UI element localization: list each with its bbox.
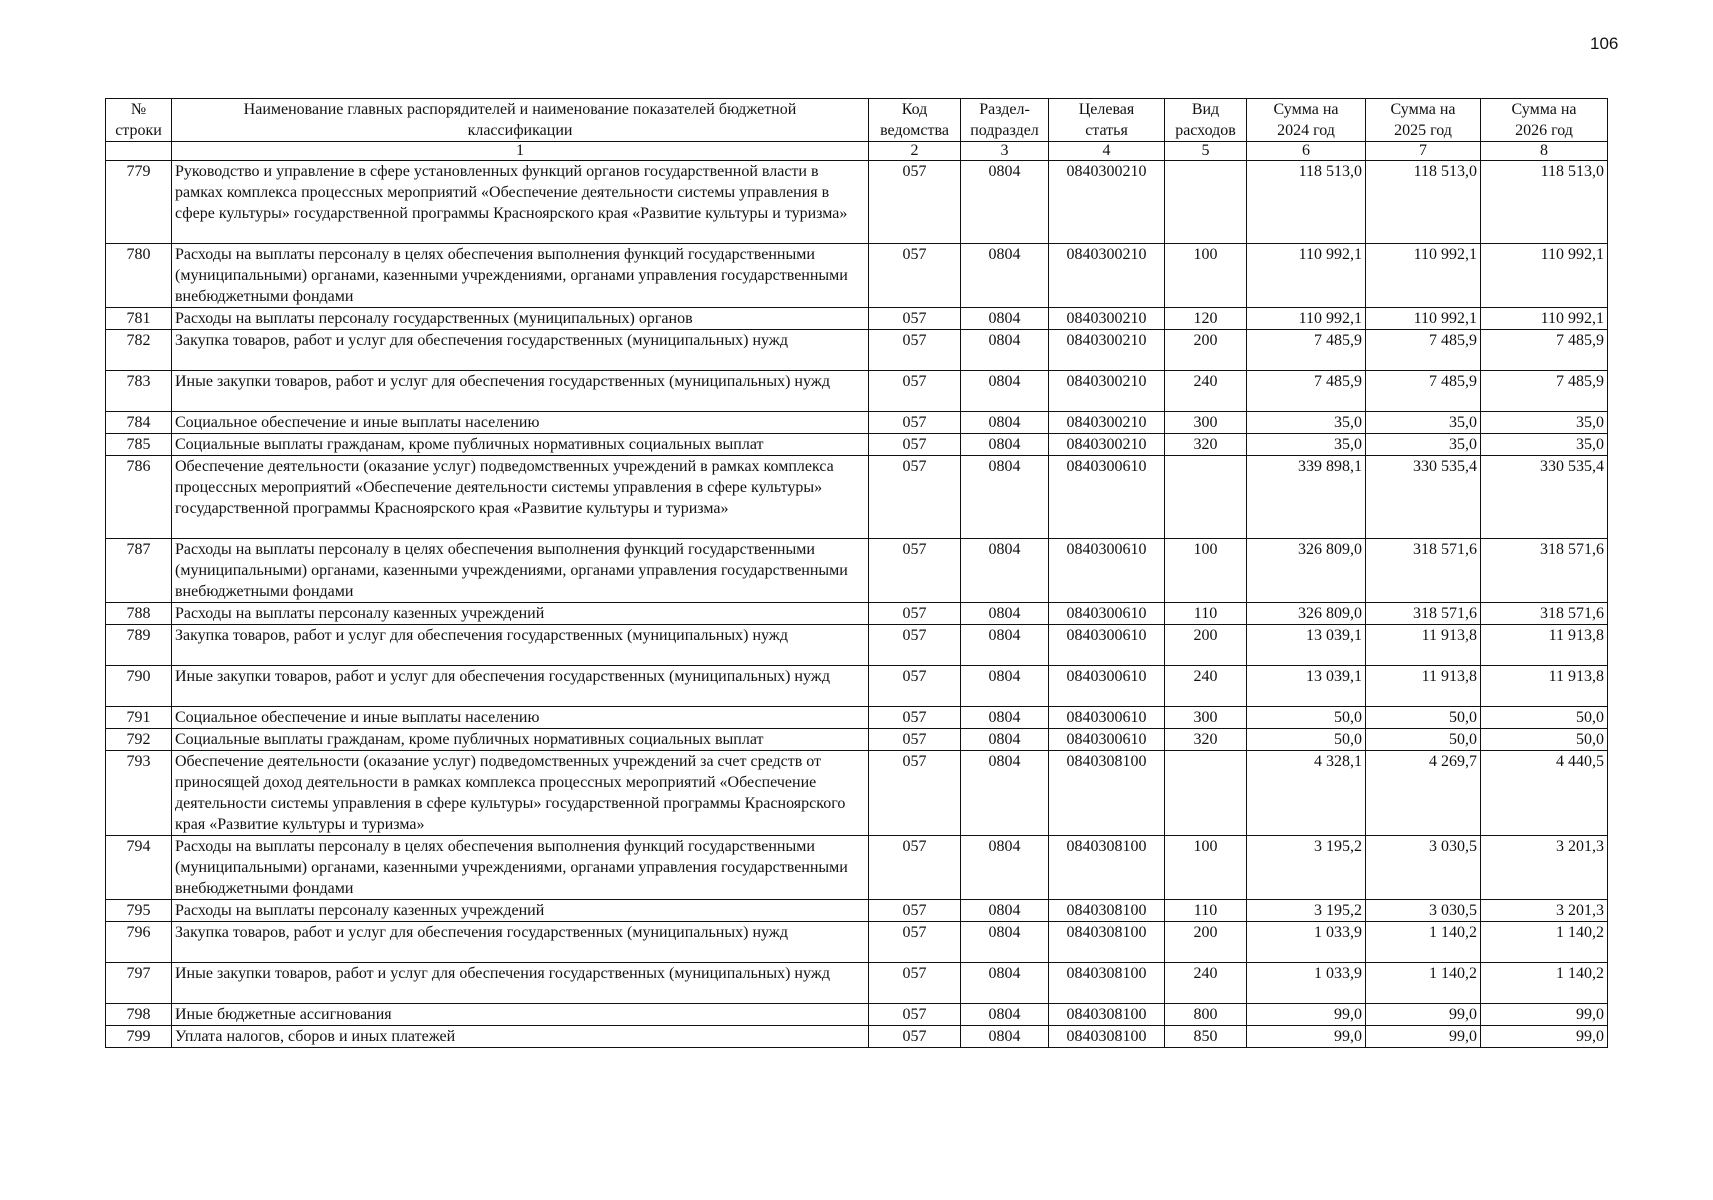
row-sum-2025: 35,0 (1366, 412, 1481, 434)
header-dept-code: Код ведомства (869, 99, 961, 142)
column-number: 7 (1366, 142, 1481, 161)
row-number: 782 (106, 330, 172, 371)
row-section: 0804 (961, 751, 1049, 836)
table-body (106, 161, 1608, 1048)
row-sum-2024: 13 039,1 (1247, 666, 1366, 707)
row-section: 0804 (961, 371, 1049, 412)
row-dept-code: 057 (869, 922, 961, 963)
row-target-article: 0840308100 (1049, 963, 1165, 1004)
row-section: 0804 (961, 900, 1049, 922)
row-target-article: 0840308100 (1049, 836, 1165, 900)
table-row (106, 900, 1608, 922)
table-row (106, 434, 1608, 456)
row-sum-2025: 7 485,9 (1366, 371, 1481, 412)
row-sum-2025: 318 571,6 (1366, 539, 1481, 603)
row-dept-code: 057 (869, 308, 961, 330)
row-sum-2025: 99,0 (1366, 1004, 1481, 1026)
row-target-article: 0840300210 (1049, 308, 1165, 330)
row-target-article: 0840300210 (1049, 161, 1165, 244)
row-target-article: 0840300210 (1049, 371, 1165, 412)
row-sum-2024: 7 485,9 (1247, 371, 1366, 412)
row-name: Закупка товаров, работ и услуг для обеспечения государственных (муниципальных) нужд (172, 330, 869, 371)
column-number: 4 (1049, 142, 1165, 161)
row-number: 796 (106, 922, 172, 963)
row-sum-2024: 110 992,1 (1247, 308, 1366, 330)
row-number: 779 (106, 161, 172, 244)
row-sum-2026: 4 440,5 (1481, 751, 1608, 836)
row-expense-kind: 110 (1165, 900, 1247, 922)
column-number: 8 (1481, 142, 1608, 161)
row-dept-code: 057 (869, 434, 961, 456)
row-sum-2024: 13 039,1 (1247, 625, 1366, 666)
row-name: Расходы на выплаты персоналу государственных (муниципальных) органов (172, 308, 869, 330)
row-sum-2024: 339 898,1 (1247, 456, 1366, 539)
row-number: 780 (106, 244, 172, 308)
row-name: Расходы на выплаты персоналу казенных учреждений (172, 900, 869, 922)
row-sum-2025: 35,0 (1366, 434, 1481, 456)
header-expense-kind: Вид расходов (1165, 99, 1247, 142)
row-number: 783 (106, 371, 172, 412)
row-number: 785 (106, 434, 172, 456)
row-expense-kind: 120 (1165, 308, 1247, 330)
row-name: Социальные выплаты гражданам, кроме публичных нормативных социальных выплат (172, 434, 869, 456)
row-dept-code: 057 (869, 900, 961, 922)
row-dept-code: 057 (869, 836, 961, 900)
row-section: 0804 (961, 707, 1049, 729)
row-name: Обеспечение деятельности (оказание услуг) подведомственных учреждений в рамках комплекса процессных мероприятий «Обеспечение деятельности системы управления в сфере культуры» государственной программы Красноярского края «Развитие культуры и туризма» (172, 456, 869, 539)
row-section: 0804 (961, 963, 1049, 1004)
row-number: 786 (106, 456, 172, 539)
row-sum-2024: 110 992,1 (1247, 244, 1366, 308)
row-sum-2025: 11 913,8 (1366, 666, 1481, 707)
row-dept-code: 057 (869, 456, 961, 539)
column-number: 1 (172, 142, 869, 161)
row-expense-kind: 850 (1165, 1026, 1247, 1048)
row-number: 794 (106, 836, 172, 900)
row-name: Руководство и управление в сфере установленных функций органов государственной власти в рамках комплекса процессных мероприятий «Обеспечение деятельности системы управления в сфере культуры» государственной программы Красноярского края «Развитие культуры и туризма» (172, 161, 869, 244)
row-sum-2025: 110 992,1 (1366, 244, 1481, 308)
row-target-article: 0840300210 (1049, 412, 1165, 434)
table-row (106, 1004, 1608, 1026)
row-expense-kind: 200 (1165, 922, 1247, 963)
row-number: 789 (106, 625, 172, 666)
row-sum-2026: 11 913,8 (1481, 666, 1608, 707)
row-expense-kind: 300 (1165, 412, 1247, 434)
row-sum-2026: 330 535,4 (1481, 456, 1608, 539)
row-sum-2025: 118 513,0 (1366, 161, 1481, 244)
row-sum-2024: 1 033,9 (1247, 963, 1366, 1004)
row-section: 0804 (961, 603, 1049, 625)
table-row (106, 963, 1608, 1004)
row-sum-2026: 7 485,9 (1481, 330, 1608, 371)
header-sum-2024: Сумма на 2024 год (1247, 99, 1366, 142)
row-section: 0804 (961, 330, 1049, 371)
table-row (106, 836, 1608, 900)
row-sum-2026: 50,0 (1481, 707, 1608, 729)
row-sum-2026: 35,0 (1481, 434, 1608, 456)
row-dept-code: 057 (869, 666, 961, 707)
table-row (106, 625, 1608, 666)
row-number: 799 (106, 1026, 172, 1048)
row-sum-2024: 50,0 (1247, 729, 1366, 751)
row-section: 0804 (961, 666, 1049, 707)
row-expense-kind: 320 (1165, 434, 1247, 456)
row-expense-kind: 100 (1165, 244, 1247, 308)
header-target-article: Целевая статья (1049, 99, 1165, 142)
row-number: 797 (106, 963, 172, 1004)
table-row (106, 1026, 1608, 1048)
row-target-article: 0840300610 (1049, 539, 1165, 603)
row-sum-2025: 7 485,9 (1366, 330, 1481, 371)
row-name: Уплата налогов, сборов и иных платежей (172, 1026, 869, 1048)
row-section: 0804 (961, 729, 1049, 751)
row-sum-2024: 4 328,1 (1247, 751, 1366, 836)
row-sum-2025: 50,0 (1366, 707, 1481, 729)
row-sum-2026: 1 140,2 (1481, 963, 1608, 1004)
row-name: Расходы на выплаты персоналу в целях обеспечения выполнения функций государственными (муниципальными) органами, казенными учреждениями, органами управления государственными внебюджетными фондами (172, 836, 869, 900)
row-sum-2026: 110 992,1 (1481, 308, 1608, 330)
row-sum-2025: 11 913,8 (1366, 625, 1481, 666)
row-dept-code: 057 (869, 625, 961, 666)
table-row (106, 539, 1608, 603)
row-number: 781 (106, 308, 172, 330)
row-sum-2026: 11 913,8 (1481, 625, 1608, 666)
table-row (106, 707, 1608, 729)
row-section: 0804 (961, 412, 1049, 434)
row-number: 790 (106, 666, 172, 707)
row-target-article: 0840308100 (1049, 1026, 1165, 1048)
row-sum-2026: 118 513,0 (1481, 161, 1608, 244)
row-sum-2025: 4 269,7 (1366, 751, 1481, 836)
row-expense-kind: 240 (1165, 666, 1247, 707)
row-sum-2024: 326 809,0 (1247, 603, 1366, 625)
header-row (106, 99, 1608, 142)
row-section: 0804 (961, 625, 1049, 666)
row-dept-code: 057 (869, 412, 961, 434)
table-row (106, 412, 1608, 434)
row-number: 793 (106, 751, 172, 836)
table-row (106, 456, 1608, 539)
row-expense-kind: 320 (1165, 729, 1247, 751)
table-row (106, 308, 1608, 330)
row-name: Иные бюджетные ассигнования (172, 1004, 869, 1026)
row-sum-2025: 318 571,6 (1366, 603, 1481, 625)
row-sum-2024: 35,0 (1247, 434, 1366, 456)
row-number: 791 (106, 707, 172, 729)
row-sum-2024: 99,0 (1247, 1026, 1366, 1048)
row-sum-2024: 35,0 (1247, 412, 1366, 434)
row-section: 0804 (961, 434, 1049, 456)
row-expense-kind: 100 (1165, 539, 1247, 603)
table-row (106, 603, 1608, 625)
row-target-article: 0840308100 (1049, 1004, 1165, 1026)
table-row (106, 161, 1608, 244)
row-sum-2026: 99,0 (1481, 1026, 1608, 1048)
row-dept-code: 057 (869, 963, 961, 1004)
row-sum-2026: 3 201,3 (1481, 836, 1608, 900)
row-sum-2025: 3 030,5 (1366, 900, 1481, 922)
row-sum-2024: 7 485,9 (1247, 330, 1366, 371)
column-numbers-row (106, 142, 1608, 161)
budget-table (105, 98, 1608, 1048)
row-expense-kind: 200 (1165, 625, 1247, 666)
row-sum-2025: 3 030,5 (1366, 836, 1481, 900)
row-dept-code: 057 (869, 603, 961, 625)
row-target-article: 0840300210 (1049, 330, 1165, 371)
row-sum-2024: 118 513,0 (1247, 161, 1366, 244)
row-expense-kind: 200 (1165, 330, 1247, 371)
table-row (106, 666, 1608, 707)
row-section: 0804 (961, 456, 1049, 539)
row-section: 0804 (961, 244, 1049, 308)
column-number: 6 (1247, 142, 1366, 161)
row-target-article: 0840300210 (1049, 244, 1165, 308)
row-dept-code: 057 (869, 707, 961, 729)
row-expense-kind: 100 (1165, 836, 1247, 900)
row-sum-2026: 7 485,9 (1481, 371, 1608, 412)
row-target-article: 0840300210 (1049, 434, 1165, 456)
row-name: Расходы на выплаты персоналу в целях обеспечения выполнения функций государственными (муниципальными) органами, казенными учреждениями, органами управления государственными внебюджетными фондами (172, 244, 869, 308)
header-sum-2026: Сумма на 2026 год (1481, 99, 1608, 142)
row-sum-2026: 1 140,2 (1481, 922, 1608, 963)
row-number: 788 (106, 603, 172, 625)
row-sum-2026: 3 201,3 (1481, 900, 1608, 922)
row-number: 798 (106, 1004, 172, 1026)
row-name: Иные закупки товаров, работ и услуг для обеспечения государственных (муниципальных) нужд (172, 371, 869, 412)
row-section: 0804 (961, 1004, 1049, 1026)
column-number: 5 (1165, 142, 1247, 161)
row-name: Закупка товаров, работ и услуг для обеспечения государственных (муниципальных) нужд (172, 922, 869, 963)
row-sum-2024: 3 195,2 (1247, 836, 1366, 900)
table-row (106, 371, 1608, 412)
row-expense-kind (1165, 456, 1247, 539)
row-sum-2025: 330 535,4 (1366, 456, 1481, 539)
row-dept-code: 057 (869, 539, 961, 603)
row-sum-2026: 99,0 (1481, 1004, 1608, 1026)
row-sum-2024: 1 033,9 (1247, 922, 1366, 963)
row-dept-code: 057 (869, 729, 961, 751)
header-name: Наименование главных распорядителей и наименование показателей бюджетной классификации (172, 99, 869, 142)
row-expense-kind: 110 (1165, 603, 1247, 625)
row-sum-2026: 318 571,6 (1481, 603, 1608, 625)
row-dept-code: 057 (869, 751, 961, 836)
row-section: 0804 (961, 836, 1049, 900)
header-row-number: № строки (106, 99, 172, 142)
row-expense-kind: 240 (1165, 371, 1247, 412)
row-number: 795 (106, 900, 172, 922)
row-name: Социальное обеспечение и иные выплаты населению (172, 707, 869, 729)
row-name: Закупка товаров, работ и услуг для обеспечения государственных (муниципальных) нужд (172, 625, 869, 666)
table-row (106, 330, 1608, 371)
column-number-empty (106, 142, 172, 161)
row-target-article: 0840308100 (1049, 751, 1165, 836)
row-expense-kind (1165, 751, 1247, 836)
row-sum-2026: 50,0 (1481, 729, 1608, 751)
row-expense-kind: 300 (1165, 707, 1247, 729)
row-sum-2025: 1 140,2 (1366, 963, 1481, 1004)
row-name: Иные закупки товаров, работ и услуг для обеспечения государственных (муниципальных) нужд (172, 963, 869, 1004)
row-target-article: 0840308100 (1049, 900, 1165, 922)
row-dept-code: 057 (869, 161, 961, 244)
row-target-article: 0840300610 (1049, 456, 1165, 539)
row-expense-kind (1165, 161, 1247, 244)
row-name: Расходы на выплаты персоналу в целях обеспечения выполнения функций государственными (муниципальными) органами, казенными учреждениями, органами управления государственными внебюджетными фондами (172, 539, 869, 603)
row-section: 0804 (961, 922, 1049, 963)
row-sum-2026: 318 571,6 (1481, 539, 1608, 603)
row-number: 792 (106, 729, 172, 751)
row-target-article: 0840300610 (1049, 729, 1165, 751)
table-row (106, 729, 1608, 751)
row-sum-2026: 110 992,1 (1481, 244, 1608, 308)
page-number: 106 (1590, 34, 1619, 53)
row-target-article: 0840308100 (1049, 922, 1165, 963)
row-sum-2024: 99,0 (1247, 1004, 1366, 1026)
row-section: 0804 (961, 161, 1049, 244)
row-sum-2026: 35,0 (1481, 412, 1608, 434)
row-expense-kind: 240 (1165, 963, 1247, 1004)
row-dept-code: 057 (869, 244, 961, 308)
row-dept-code: 057 (869, 371, 961, 412)
row-number: 787 (106, 539, 172, 603)
row-target-article: 0840300610 (1049, 666, 1165, 707)
row-section: 0804 (961, 539, 1049, 603)
row-section: 0804 (961, 1026, 1049, 1048)
table-row (106, 922, 1608, 963)
row-sum-2025: 110 992,1 (1366, 308, 1481, 330)
column-number: 3 (961, 142, 1049, 161)
row-sum-2025: 1 140,2 (1366, 922, 1481, 963)
header-sum-2025: Сумма на 2025 год (1366, 99, 1481, 142)
row-dept-code: 057 (869, 330, 961, 371)
row-name: Социальное обеспечение и иные выплаты населению (172, 412, 869, 434)
row-dept-code: 057 (869, 1004, 961, 1026)
row-name: Иные закупки товаров, работ и услуг для обеспечения государственных (муниципальных) нужд (172, 666, 869, 707)
row-target-article: 0840300610 (1049, 707, 1165, 729)
header-section: Раздел- подраздел (961, 99, 1049, 142)
row-sum-2025: 50,0 (1366, 729, 1481, 751)
row-number: 784 (106, 412, 172, 434)
row-sum-2024: 326 809,0 (1247, 539, 1366, 603)
table-row (106, 244, 1608, 308)
row-target-article: 0840300610 (1049, 625, 1165, 666)
row-target-article: 0840300610 (1049, 603, 1165, 625)
table-row (106, 751, 1608, 836)
row-name: Расходы на выплаты персоналу казенных учреждений (172, 603, 869, 625)
row-name: Обеспечение деятельности (оказание услуг) подведомственных учреждений за счет средств от приносящей доход деятельности в рамках комплекса процессных мероприятий «Обеспечение деятельности системы управления в сфере культуры» государственной программы Красноярского края «Развитие культуры и туризма» (172, 751, 869, 836)
row-name: Социальные выплаты гражданам, кроме публичных нормативных социальных выплат (172, 729, 869, 751)
row-sum-2025: 99,0 (1366, 1026, 1481, 1048)
row-section: 0804 (961, 308, 1049, 330)
row-sum-2024: 3 195,2 (1247, 900, 1366, 922)
row-dept-code: 057 (869, 1026, 961, 1048)
row-expense-kind: 800 (1165, 1004, 1247, 1026)
column-number: 2 (869, 142, 961, 161)
row-sum-2024: 50,0 (1247, 707, 1366, 729)
